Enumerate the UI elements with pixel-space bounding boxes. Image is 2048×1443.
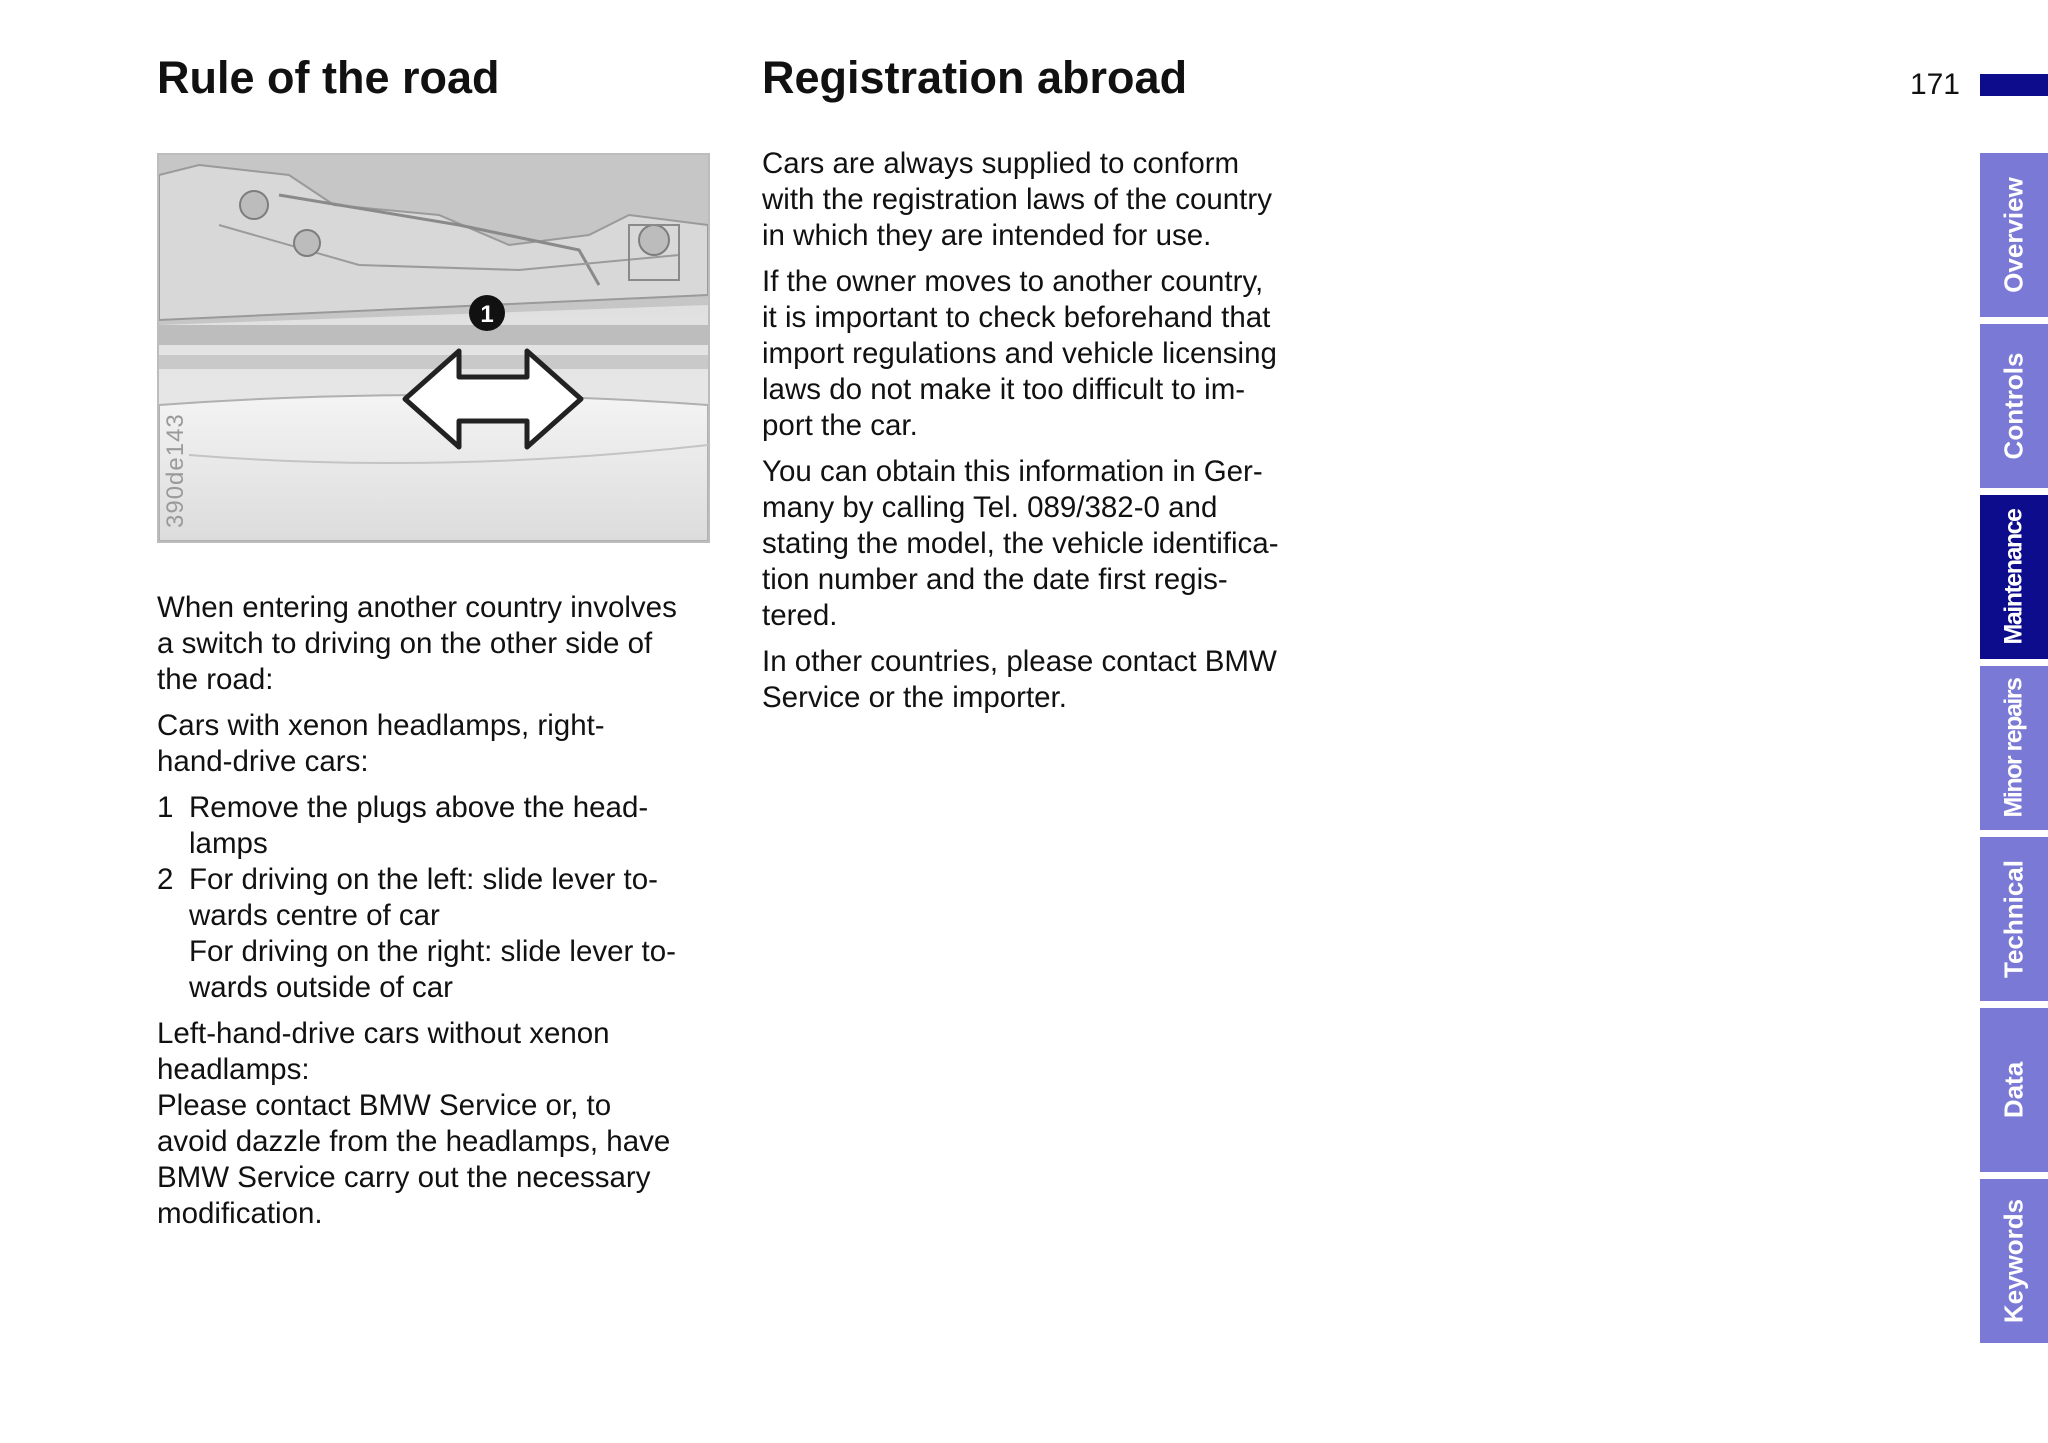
step-number: 2: [157, 863, 174, 896]
paragraph: If the owner moves to another country, it is important to check beforehand that import regulations and vehicle licensing laws do not make it too difficult to im- port the car.: [762, 265, 1277, 442]
tab-controls[interactable]: [1980, 324, 2048, 488]
left-column-body: [157, 590, 757, 1242]
tab-overview[interactable]: [1980, 153, 2048, 317]
paragraph: In other countries, please contact BMW Service or the importer.: [762, 645, 1277, 714]
tab-label: Overview: [1998, 177, 2029, 293]
tab-minor-repairs[interactable]: [1980, 666, 2048, 830]
subheading-paragraph: Cars with xenon headlamps, right- hand-drive cars:: [157, 709, 605, 778]
tab-label: Maintenance: [1999, 509, 2028, 645]
section-title-rule-of-the-road: Rule of the road: [157, 52, 500, 103]
figure-reference-code: 390de143: [162, 413, 189, 528]
paragraph: Cars are always supplied to conform with the registration laws of the country in which they are intended for use.: [762, 147, 1272, 252]
headlamp-lever-drawing: [159, 155, 708, 541]
section-title-registration-abroad: Registration abroad: [762, 52, 1188, 103]
figure-callout-number: 1: [480, 301, 494, 328]
page-marker-bar: [1980, 74, 2048, 96]
tab-label: Keywords: [1998, 1198, 2029, 1324]
page-number: 171: [1909, 68, 1960, 101]
tab-keywords[interactable]: [1980, 1179, 2048, 1343]
step-text: Remove the plugs above the head- lamps: [189, 791, 649, 860]
tab-label: Minor repairs: [1999, 678, 2028, 818]
closing-paragraph: Left-hand-drive cars without xenon headlamps: Please contact BMW Service or, to avoid dazzle from the headlamps, have BMW Service carry out the necessary modification.: [157, 1017, 671, 1230]
list-item: [157, 862, 757, 1006]
intro-paragraph: When entering another country involves a switch to driving on the other side of the road:: [157, 591, 677, 696]
tab-technical[interactable]: [1980, 837, 2048, 1001]
tab-label: Controls: [1998, 352, 2029, 460]
tab-label: Technical: [1998, 859, 2029, 979]
paragraph: You can obtain this information in Ger- many by calling Tel. 089/382-0 and stating the model, the vehicle identifica- tion number and the date first regis- tered.: [762, 455, 1279, 632]
step-list: [157, 790, 757, 1006]
step-text: For driving on the left: slide lever to- wards centre of car For driving on the right: slide lever to- wards outside of car: [189, 863, 676, 1004]
right-column-body: [762, 146, 1362, 726]
tab-label: Data: [1998, 1061, 2029, 1119]
step-number: 1: [157, 791, 174, 824]
list-item: [157, 790, 757, 862]
tab-maintenance[interactable]: [1980, 495, 2048, 659]
tab-data[interactable]: [1980, 1008, 2048, 1172]
headlamp-lever-illustration: [157, 153, 710, 543]
